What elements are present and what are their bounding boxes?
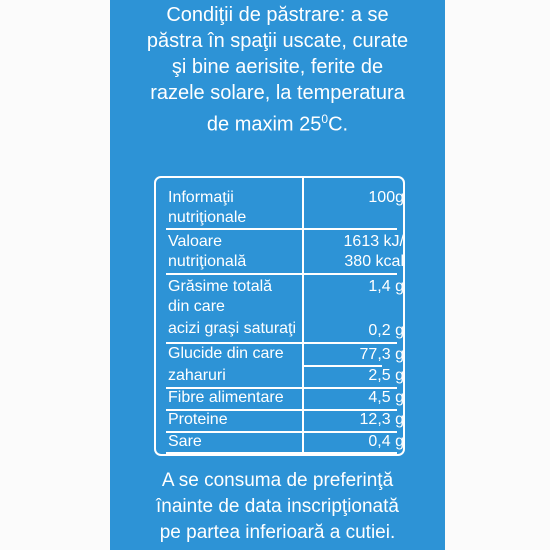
fat-label-line-1: Grăsime totală <box>168 278 273 295</box>
storage-line-4: razele solare, la temperatura <box>150 82 405 104</box>
fibre-value: 4,5 g <box>368 389 404 406</box>
energy-label-line-1: Valoare <box>168 233 222 250</box>
storage-line-5 <box>110 106 445 138</box>
saturated-fat-label: acizi graşi saturaţi <box>168 320 297 337</box>
best-before-note <box>110 468 445 546</box>
sugars-value: 2,5 g <box>368 367 404 384</box>
salt-label: Sare <box>168 433 202 450</box>
fibre-label: Fibre alimentare <box>168 389 284 406</box>
row-divider <box>166 273 397 275</box>
storage-line-5-text: de maxim 25 <box>206 113 322 136</box>
best-before-line-2: înainte de data inscripţionată <box>156 496 399 517</box>
temperature-unit: C. <box>328 113 349 136</box>
packaging-panel <box>110 0 445 550</box>
fat-value: 1,4 g <box>368 278 404 295</box>
storage-conditions <box>110 2 445 138</box>
header-value: 100g <box>368 189 404 206</box>
row-divider <box>166 228 397 230</box>
energy-kcal: 380 kcal <box>344 253 404 270</box>
carbohydrate-value: 77,3 g <box>359 346 404 363</box>
protein-label: Proteine <box>168 411 228 428</box>
energy-kj: 1613 kJ/ <box>343 233 404 250</box>
best-before-line-1: A se consuma de preferinţă <box>161 470 394 491</box>
fat-label-line-2: din care <box>168 298 225 315</box>
storage-line-1: Condiţii de păstrare: a se <box>166 4 389 26</box>
salt-value: 0,4 g <box>368 433 404 450</box>
storage-line-3: şi bine aerisite, ferite de <box>171 56 384 78</box>
sugars-label: zaharuri <box>168 367 226 384</box>
row-divider <box>166 452 397 454</box>
temperature-superscript: 0 <box>321 112 329 126</box>
header-label-line-1: Informaţii <box>168 189 234 206</box>
best-before-line-3: pe partea inferioară a cutiei. <box>159 522 396 543</box>
nutrition-table <box>154 176 405 456</box>
carbohydrate-label: Glucide din care <box>168 345 284 362</box>
storage-line-2: păstra în spaţii uscate, curate <box>146 30 409 52</box>
saturated-fat-value: 0,2 g <box>368 322 404 339</box>
header-label-line-2: nutriţionale <box>168 209 247 226</box>
energy-label-line-2: nutriţională <box>168 253 247 270</box>
protein-value: 12,3 g <box>359 411 404 428</box>
